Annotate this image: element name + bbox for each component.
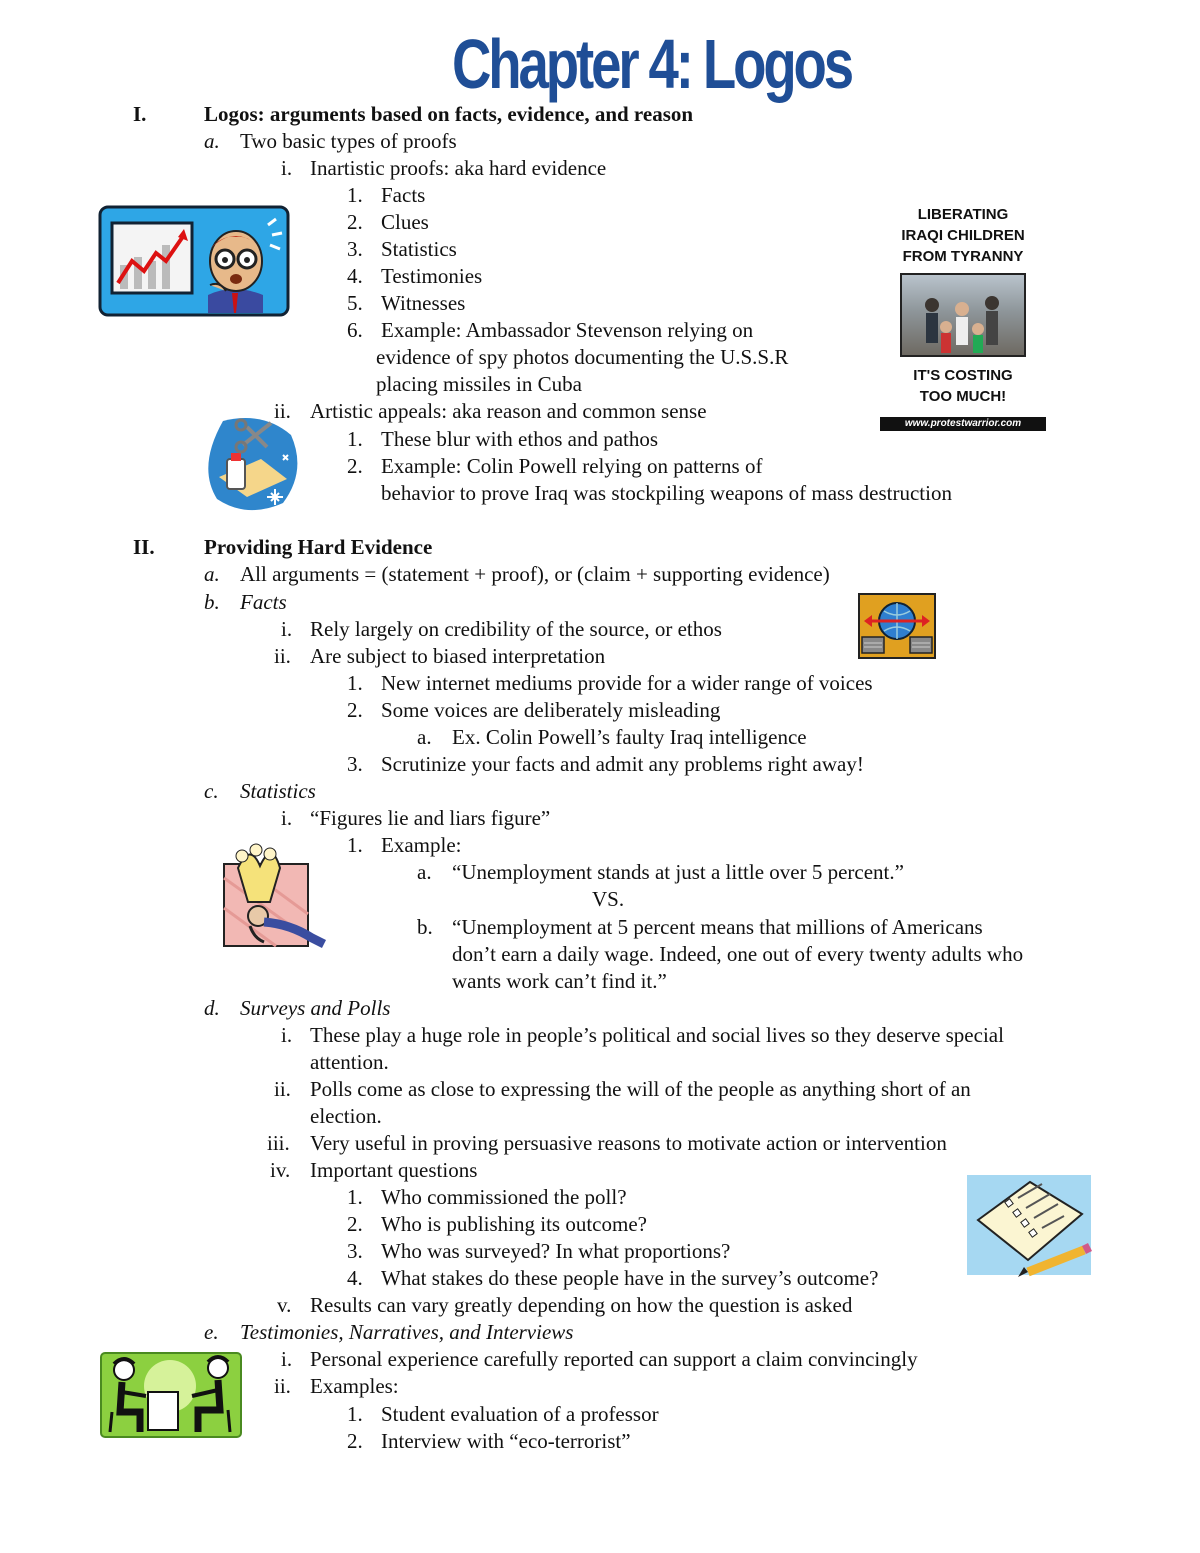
- list-item: Are subject to biased interpretation: [310, 644, 606, 668]
- roman-marker: i.: [281, 1023, 293, 1047]
- list-item: Some voices are deliberately misleading: [381, 698, 721, 722]
- list-item: These play a huge role in people’s political and social lives so they deserve special: [310, 1023, 1004, 1047]
- list-number: 4.: [347, 1266, 363, 1290]
- s2-c-heading: Statistics: [240, 779, 316, 803]
- s2-d-marker: d.: [204, 996, 220, 1020]
- list-item: Clues: [381, 210, 429, 234]
- list-item: Who is publishing its outcome?: [381, 1212, 647, 1236]
- list-number: 5.: [347, 291, 363, 315]
- page-title: Chapter 4: Logos: [452, 25, 852, 103]
- s1-a-text: Two basic types of proofs: [240, 129, 457, 153]
- s2-b-marker: b.: [204, 590, 220, 614]
- s1-a-marker: a.: [204, 129, 220, 153]
- list-item: “Unemployment at 5 percent means that millions of Americans: [452, 915, 983, 939]
- list-item: Personal experience carefully reported can support a claim convincingly: [310, 1347, 918, 1371]
- roman-marker: i.: [281, 806, 293, 830]
- list-number: 2.: [347, 1212, 363, 1236]
- list-item: Very useful in proving persuasive reasons to motivate action or intervention: [310, 1131, 947, 1155]
- roman-marker: v.: [277, 1293, 292, 1317]
- section-2-number: II.: [133, 535, 155, 559]
- list-item-continued: attention.: [310, 1050, 389, 1074]
- list-item: Polls come as close to expressing the will of the people as anything short of an: [310, 1077, 971, 1101]
- letter-marker: b.: [417, 915, 433, 939]
- list-item: Example:: [381, 833, 462, 857]
- list-item-continued: don’t earn a daily wage. Indeed, one out of every twenty adults who: [452, 942, 1024, 966]
- roman-marker: ii.: [274, 1077, 291, 1101]
- list-item: Who commissioned the poll?: [381, 1185, 627, 1209]
- poster-url: www.protestwarrior.com: [880, 417, 1046, 431]
- list-number: 2.: [347, 698, 363, 722]
- list-number: 2.: [347, 1429, 363, 1453]
- s2-b-heading: Facts: [240, 590, 287, 614]
- list-item: Student evaluation of a professor: [381, 1402, 659, 1426]
- list-item: Results can vary greatly depending on how the question is asked: [310, 1293, 853, 1317]
- list-number: 3.: [347, 237, 363, 261]
- poster-line: TOO MUCH!: [919, 388, 1007, 405]
- list-item: Scrutinize your facts and admit any problems right away!: [381, 752, 864, 776]
- list-item: Testimonies: [381, 264, 483, 288]
- list-number: 1.: [347, 1402, 363, 1426]
- list-item: Example: Colin Powell relying on patterns of: [381, 454, 763, 478]
- roman-marker: iv.: [270, 1158, 291, 1182]
- roman-marker: ii.: [274, 1374, 291, 1398]
- interview-clipart: [100, 1352, 242, 1438]
- list-number: 1.: [347, 833, 363, 857]
- s2-d-heading: Surveys and Polls: [240, 996, 391, 1020]
- list-item: Important questions: [310, 1158, 478, 1182]
- s2-a-marker: a.: [204, 562, 220, 586]
- scissors-glue-clipart: [203, 415, 301, 513]
- list-item-continued: election.: [310, 1104, 382, 1128]
- stressed-figure-clipart: [220, 838, 332, 950]
- section-1-number: I.: [133, 102, 147, 126]
- list-number: 3.: [347, 752, 363, 776]
- poster-line: FROM TYRANNY: [902, 248, 1024, 265]
- roman-marker: i.: [281, 617, 293, 641]
- list-item-continued: wants work can’t find it.”: [452, 969, 667, 993]
- s1-ii-text: Artistic appeals: aka reason and common sense: [310, 399, 707, 423]
- roman-marker: ii.: [274, 644, 291, 668]
- network-computers-clipart: [858, 593, 936, 659]
- list-number: 1.: [347, 671, 363, 695]
- vs-label: VS.: [592, 887, 625, 911]
- s2-c-marker: c.: [204, 779, 219, 803]
- protest-poster: [878, 204, 1048, 434]
- presentation-chart-clipart: [98, 205, 290, 317]
- list-number: 3.: [347, 1239, 363, 1263]
- list-item: Rely largely on credibility of the source, or ethos: [310, 617, 722, 641]
- poster-photo: [900, 273, 1026, 357]
- list-number: 1.: [347, 183, 363, 207]
- list-item-continued: behavior to prove Iraq was stockpiling weapons of mass destruction: [381, 481, 952, 505]
- list-item: Examples:: [310, 1374, 399, 1398]
- list-number: 1.: [347, 1185, 363, 1209]
- section-1-heading: Logos: arguments based on facts, evidence, and reason: [204, 102, 694, 126]
- list-item: Interview with “eco-terrorist”: [381, 1429, 631, 1453]
- list-number: 2.: [347, 210, 363, 234]
- list-number: 6.: [347, 318, 363, 342]
- s2-e-marker: e.: [204, 1320, 219, 1344]
- list-number: 4.: [347, 264, 363, 288]
- list-item: Ex. Colin Powell’s faulty Iraq intelligence: [452, 725, 807, 749]
- list-item: These blur with ethos and pathos: [381, 427, 659, 451]
- list-number: 1.: [347, 427, 363, 451]
- list-item-continued: evidence of spy photos documenting the U.S.S.R: [376, 345, 789, 369]
- list-item-continued: placing missiles in Cuba: [376, 372, 582, 396]
- s2-e-heading: Testimonies, Narratives, and Interviews: [240, 1320, 574, 1344]
- s1-ii-marker: ii.: [274, 399, 291, 423]
- poster-line: LIBERATING: [917, 206, 1009, 223]
- roman-marker: i.: [281, 1347, 293, 1371]
- s2-a-text: All arguments = (statement + proof), or (claim + supporting evidence): [240, 562, 830, 586]
- list-item: “Unemployment stands at just a little over 5 percent.”: [452, 860, 904, 884]
- poster-line: IRAQI CHILDREN: [901, 227, 1025, 244]
- s1-i-text: Inartistic proofs: aka hard evidence: [310, 156, 607, 180]
- s1-i-marker: i.: [281, 156, 293, 180]
- list-item: Facts: [381, 183, 426, 207]
- list-item: “Figures lie and liars figure”: [310, 806, 551, 830]
- list-number: 2.: [347, 454, 363, 478]
- list-item: What stakes do these people have in the survey’s outcome?: [381, 1266, 879, 1290]
- section-2-heading: Providing Hard Evidence: [204, 535, 433, 559]
- poster-line: IT'S COSTING: [913, 367, 1013, 384]
- letter-marker: a.: [417, 725, 432, 749]
- checklist-pencil-clipart: [966, 1174, 1092, 1284]
- roman-marker: iii.: [267, 1131, 290, 1155]
- list-item: Example: Ambassador Stevenson relying on: [381, 318, 754, 342]
- list-item: Witnesses: [381, 291, 466, 315]
- list-item: New internet mediums provide for a wider range of voices: [381, 671, 873, 695]
- list-item: Statistics: [381, 237, 457, 261]
- list-item: Who was surveyed? In what proportions?: [381, 1239, 731, 1263]
- letter-marker: a.: [417, 860, 432, 884]
